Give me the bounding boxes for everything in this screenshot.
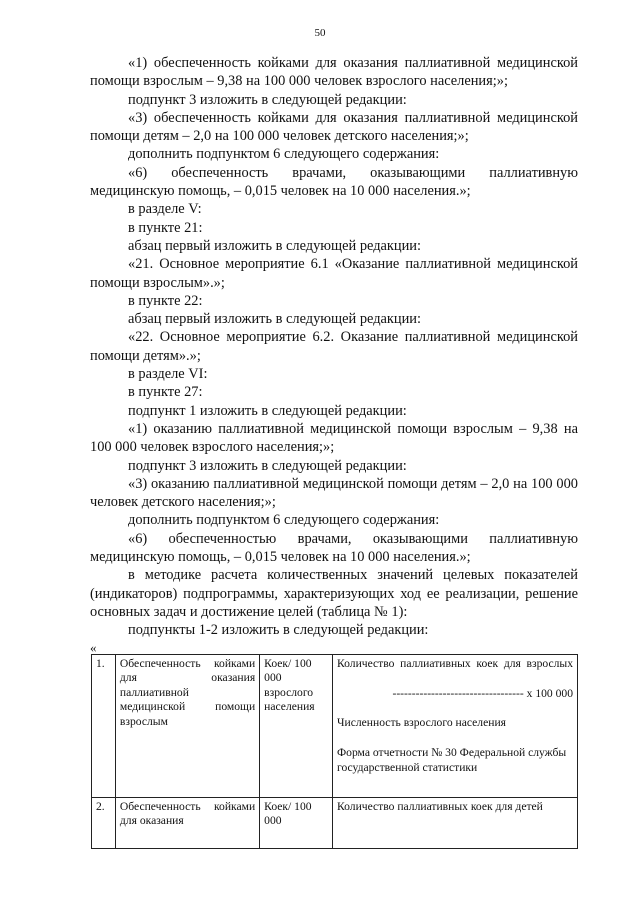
- paragraph-2: подпункт 3 изложить в следующей редакции:: [128, 91, 407, 108]
- row-number: 1.: [92, 655, 116, 798]
- paragraph-5: «6) обеспеченность врачами, оказывающими паллиативную медицинскую помощь, – 0,015 человек на 10 000 населения.»;: [90, 164, 578, 200]
- paragraph-10: в пункте 22:: [128, 292, 203, 309]
- paragraph-9: «21. Основное мероприятие 6.1 «Оказание паллиативной медицинской помощи взрослым».»;: [90, 256, 578, 291]
- paragraph-3: «3) обеспеченность койками для оказания паллиативной медицинской помощи детям – 2,0 на 100 000 человек детского населения;»;: [90, 109, 578, 145]
- paragraph-15: подпункт 1 изложить в следующей редакции:: [128, 402, 407, 419]
- formula-fraction: ---------------------------------- х 100 000: [392, 687, 573, 701]
- row-number: 2.: [92, 798, 116, 849]
- paragraph-13: в разделе VI:: [128, 366, 208, 383]
- calculation-formula: [332, 655, 577, 798]
- paragraph-19: дополнить подпунктом 6 следующего содержания:: [128, 512, 440, 529]
- paragraph-8: абзац первый изложить в следующей редакции:: [128, 237, 422, 254]
- paragraph-4: дополнить подпунктом 6 следующего содержания:: [128, 146, 440, 163]
- paragraph-14: в пункте 27:: [128, 384, 203, 401]
- document-body: [90, 54, 578, 656]
- paragraph-11: абзац первый изложить в следующей редакции:: [128, 311, 422, 328]
- paragraph-12: «22. Основное мероприятие 6.2. Оказание паллиативной медицинской помощи детям».»;: [90, 329, 578, 364]
- table-row: [92, 798, 578, 849]
- unit-of-measure: Коек/ 100 000: [260, 798, 333, 849]
- table-open-quote: «: [90, 639, 97, 655]
- page-number: 50: [314, 27, 326, 39]
- formula-denominator: Численность взрослого населения: [336, 715, 506, 729]
- table-row: [92, 655, 578, 798]
- paragraph-21: в методике расчета количественных значений целевых показателей (индикаторов) подпрограммы, характеризующих ход ее реализации, решение основных задач и достижение целей (таблица № 1):: [90, 567, 578, 620]
- unit-of-measure: Коек/ 100 000 взрослого населения: [260, 655, 333, 798]
- calculation-formula: Количество паллиативных коек для детей: [332, 798, 577, 849]
- paragraph-6: в разделе V:: [128, 201, 202, 218]
- indicator-table: [91, 654, 578, 849]
- paragraph-22: подпункты 1-2 изложить в следующей редакции:: [128, 622, 429, 639]
- paragraph-20: «6) обеспеченностью врачами, оказывающими паллиативную медицинскую помощь, – 0,015 человек на 10 000 населения.»;: [90, 530, 578, 566]
- indicator-name: Обеспеченность койками для оказания паллиативной медицинской помощи взрослым: [115, 655, 259, 798]
- paragraph-1: «1) обеспеченность койками для оказания паллиативной медицинской помощи взрослым – 9,38 на 100 000 человек взрослого населения;»;: [90, 55, 578, 90]
- data-source: Форма отчетности № 30 Федеральной службы государственной статистики: [336, 746, 567, 774]
- paragraph-7: в пункте 21:: [128, 219, 203, 236]
- indicator-name: Обеспеченность койками для оказания: [115, 798, 259, 849]
- formula-numerator: Количество паллиативных коек для взрослых: [336, 657, 573, 670]
- paragraph-18: «3) оказанию паллиативной медицинской помощи детям – 2,0 на 100 000 человек детского населения;»;: [90, 475, 578, 511]
- paragraph-16: «1) оказанию паллиативной медицинской помощи взрослым – 9,38 на 100 000 человек взрослого населения;»;: [90, 420, 578, 456]
- paragraph-17: подпункт 3 изложить в следующей редакции:: [128, 457, 407, 474]
